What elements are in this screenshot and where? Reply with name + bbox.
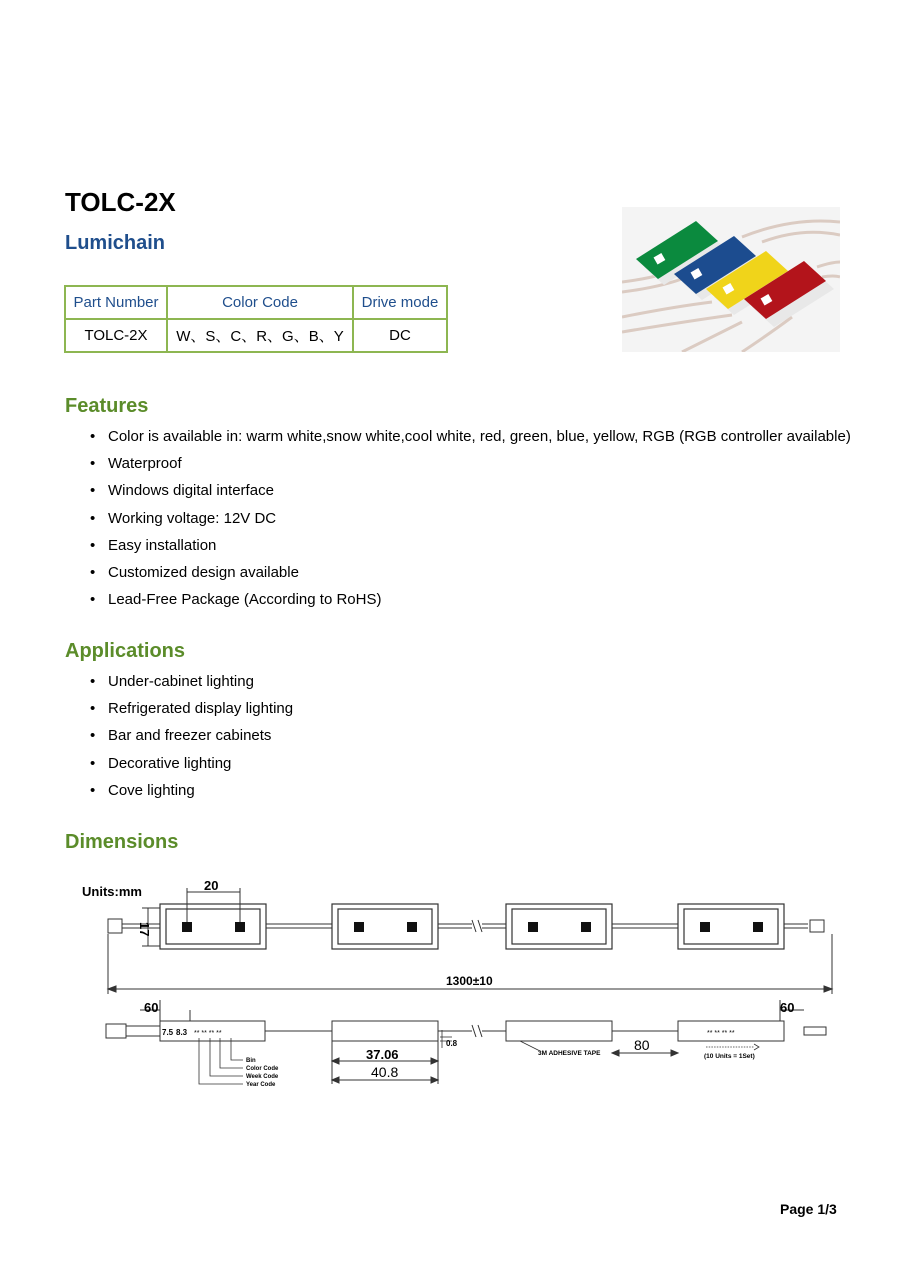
right-plug-icon xyxy=(804,1027,826,1035)
dim-total-label: 1300±10 xyxy=(446,974,493,988)
dim-7-5-label: 7.5 xyxy=(162,1028,174,1037)
spec-cell-drive-mode: DC xyxy=(353,319,447,352)
code-week-label: Week Code xyxy=(246,1074,279,1080)
units-label: Units:mm xyxy=(82,884,142,899)
spec-table-header-row xyxy=(65,286,447,319)
code-year-label: Year Code xyxy=(246,1082,276,1088)
feature-item: • Customized design available xyxy=(90,563,851,590)
spec-header-drive-mode: Drive mode xyxy=(353,286,447,319)
product-subtitle: Lumichain xyxy=(65,232,166,254)
application-item: • Under-cabinet lighting xyxy=(90,672,293,699)
applications-list xyxy=(90,672,293,808)
left-connector-icon xyxy=(108,919,122,933)
spec-header-color-code: Color Code xyxy=(167,286,353,319)
dimension-drawing xyxy=(80,872,840,1102)
applications-heading: Applications xyxy=(65,640,186,662)
features-heading: Features xyxy=(65,395,149,417)
dim-60-left-label: 60 xyxy=(144,1000,159,1015)
application-item: • Cove lighting xyxy=(90,781,293,808)
feature-item: • Working voltage: 12V DC xyxy=(90,509,851,536)
code-marks-left: ** ** ** ** xyxy=(194,1030,222,1037)
spec-header-part-number: Part Number xyxy=(65,286,167,319)
feature-item: • Color is available in: warm white,snow white,cool white, red, green, blue, yellow, RGB (RGB controller available) xyxy=(90,427,851,454)
spec-cell-color-code: W、S、C、R、G、B、Y xyxy=(167,319,353,352)
dim-17-label: 17 xyxy=(137,922,152,937)
feature-item: • Lead-Free Package (According to RoHS) xyxy=(90,590,851,617)
right-connector-icon xyxy=(810,920,824,932)
application-item: • Refrigerated display lighting xyxy=(90,699,293,726)
feature-item: • Waterproof xyxy=(90,454,851,481)
module-top-view xyxy=(160,904,784,949)
tape-label: 3M ADHESIVE TAPE xyxy=(538,1050,601,1057)
spec-cell-part-number: TOLC-2X xyxy=(65,319,167,352)
product-title: TOLC-2X xyxy=(65,187,176,217)
code-marks-right: ** ** ** ** xyxy=(707,1030,735,1037)
code-color-label: Color Code xyxy=(246,1066,279,1072)
product-photo xyxy=(622,207,840,352)
dim-8-3-label: 8.3 xyxy=(176,1028,188,1037)
feature-item: • Easy installation xyxy=(90,536,851,563)
left-plug-icon xyxy=(106,1024,126,1038)
feature-item: • Windows digital interface xyxy=(90,481,851,508)
code-bin-label: Bin xyxy=(246,1058,256,1064)
page-number: Page 1/3 xyxy=(780,1201,837,1217)
application-item: • Bar and freezer cabinets xyxy=(90,726,293,753)
application-item: • Decorative lighting xyxy=(90,754,293,781)
dim-80-label: 80 xyxy=(634,1037,650,1053)
dim-60-right-label: 60 xyxy=(780,1000,795,1015)
dim-40-8-label: 40.8 xyxy=(371,1064,399,1080)
spec-table xyxy=(64,285,448,353)
dim-0-8-label: 0.8 xyxy=(446,1039,458,1048)
dim-20-label: 20 xyxy=(204,878,219,893)
features-list xyxy=(90,427,851,617)
set-label: (10 Units = 1Set) xyxy=(704,1053,755,1060)
dim-37-06-label: 37.06 xyxy=(366,1047,399,1062)
dimensions-heading: Dimensions xyxy=(65,831,179,853)
spec-table-row xyxy=(65,319,447,352)
